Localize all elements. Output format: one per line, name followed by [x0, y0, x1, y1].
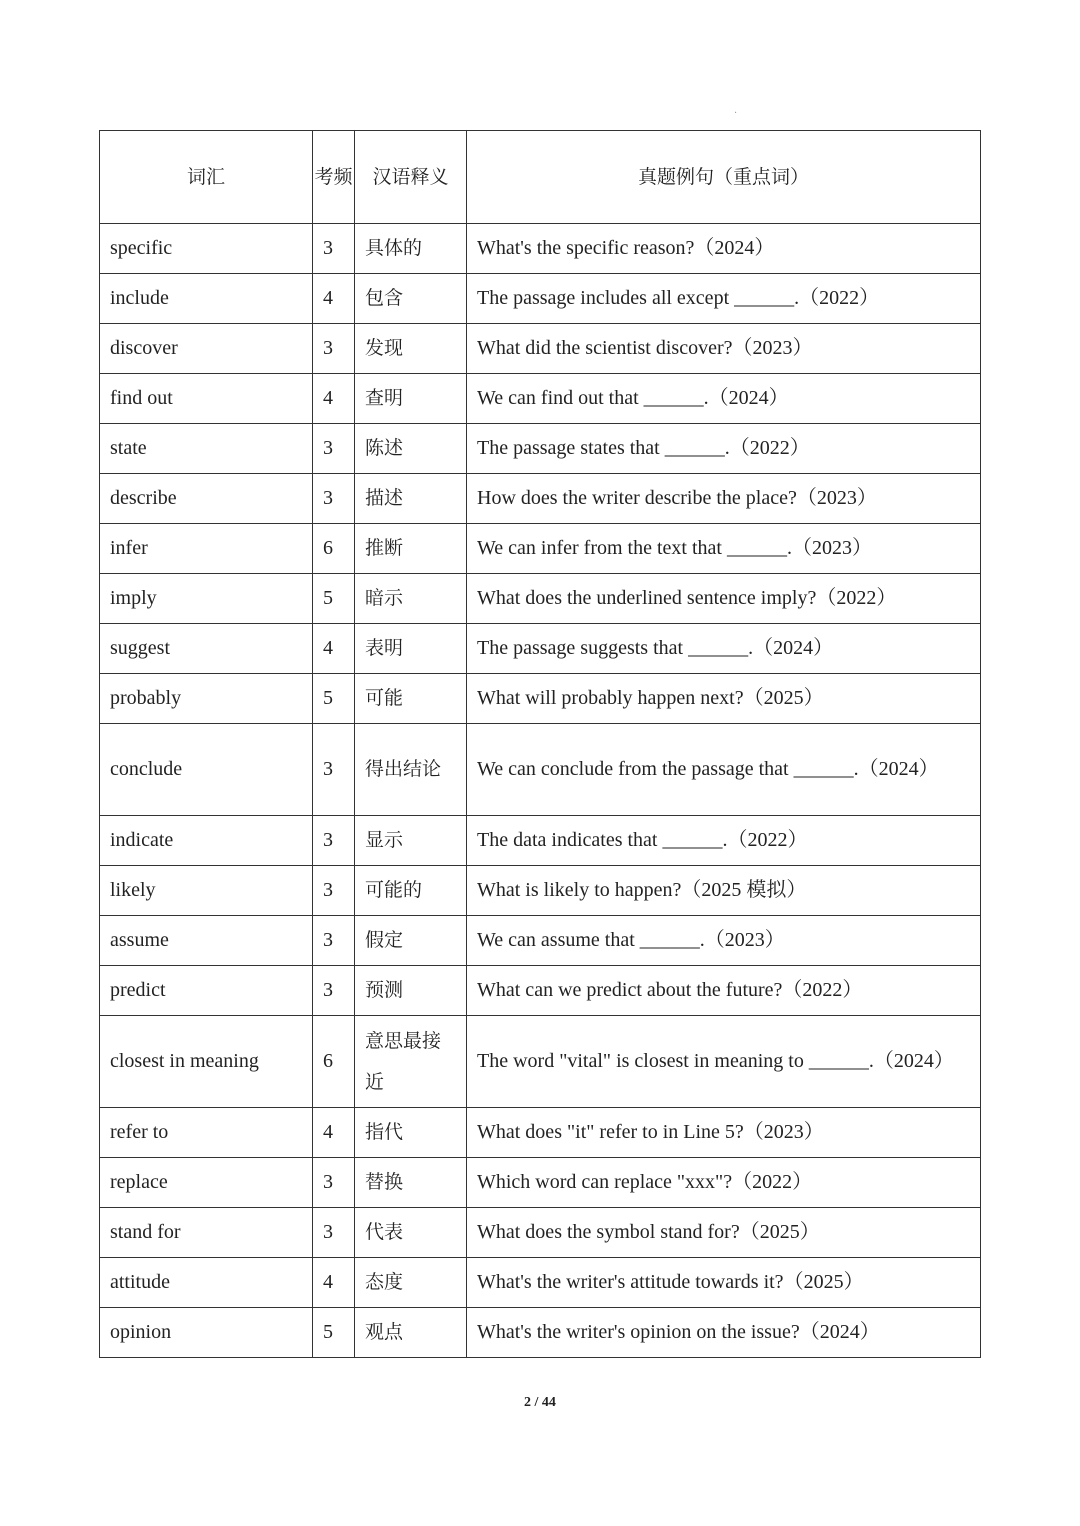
cell-example: Which word can replace "xxx"?（2022） [467, 1158, 981, 1208]
cell-meaning: 预测 [355, 966, 467, 1016]
cell-example: What's the writer's attitude towards it?（2025） [467, 1258, 981, 1308]
cell-word: closest in meaning [100, 1016, 313, 1108]
cell-example: The passage suggests that ______.（2024） [467, 624, 981, 674]
cell-frequency: 3 [313, 424, 355, 474]
cell-word: find out [100, 374, 313, 424]
cell-word: describe [100, 474, 313, 524]
cell-frequency: 4 [313, 1258, 355, 1308]
table-row [100, 1258, 981, 1308]
table-row [100, 866, 981, 916]
cell-meaning: 得出结论 [355, 724, 467, 816]
cell-frequency: 5 [313, 674, 355, 724]
cell-example: What is likely to happen?（2025 模拟） [467, 866, 981, 916]
cell-meaning: 意思最接近 [355, 1016, 467, 1108]
header-example: 真题例句（重点词） [467, 131, 981, 224]
cell-word: stand for [100, 1208, 313, 1258]
cell-example: We can conclude from the passage that ______.（2024） [467, 724, 981, 816]
header-word: 词汇 [100, 131, 313, 224]
cell-word: state [100, 424, 313, 474]
cell-meaning: 代表 [355, 1208, 467, 1258]
cell-frequency: 3 [313, 916, 355, 966]
cell-meaning: 具体的 [355, 224, 467, 274]
cell-frequency: 3 [313, 966, 355, 1016]
cell-word: suggest [100, 624, 313, 674]
cell-meaning: 态度 [355, 1258, 467, 1308]
table-row [100, 1108, 981, 1158]
cell-frequency: 3 [313, 866, 355, 916]
cell-frequency: 6 [313, 1016, 355, 1108]
cell-word: imply [100, 574, 313, 624]
cell-meaning: 查明 [355, 374, 467, 424]
table-row [100, 1016, 981, 1108]
cell-word: discover [100, 324, 313, 374]
table-row [100, 274, 981, 324]
table-row [100, 624, 981, 674]
cell-frequency: 6 [313, 524, 355, 574]
cell-example: We can assume that ______.（2023） [467, 916, 981, 966]
cell-example: What does "it" refer to in Line 5?（2023） [467, 1108, 981, 1158]
cell-meaning: 可能的 [355, 866, 467, 916]
cell-word: opinion [100, 1308, 313, 1358]
cell-frequency: 4 [313, 624, 355, 674]
cell-word: infer [100, 524, 313, 574]
cell-frequency: 3 [313, 1208, 355, 1258]
table-row [100, 424, 981, 474]
cell-word: attitude [100, 1258, 313, 1308]
cell-example: What's the writer's opinion on the issue?（2024） [467, 1308, 981, 1358]
table-row [100, 916, 981, 966]
cell-word: include [100, 274, 313, 324]
cell-example: The passage includes all except ______.（2022） [467, 274, 981, 324]
table-row [100, 816, 981, 866]
cell-example: What does the symbol stand for?（2025） [467, 1208, 981, 1258]
table-row [100, 966, 981, 1016]
cell-word: indicate [100, 816, 313, 866]
table-row [100, 324, 981, 374]
cell-example: What does the underlined sentence imply?（2022） [467, 574, 981, 624]
table-row [100, 1208, 981, 1258]
cell-example: How does the writer describe the place?（2023） [467, 474, 981, 524]
cell-meaning: 观点 [355, 1308, 467, 1358]
table-row [100, 524, 981, 574]
cell-word: probably [100, 674, 313, 724]
cell-word: specific [100, 224, 313, 274]
cell-example: We can find out that ______.（2024） [467, 374, 981, 424]
table-row [100, 1308, 981, 1358]
cell-meaning: 指代 [355, 1108, 467, 1158]
cell-frequency: 3 [313, 1158, 355, 1208]
cell-frequency: 3 [313, 724, 355, 816]
cell-meaning: 显示 [355, 816, 467, 866]
cell-word: likely [100, 866, 313, 916]
header-frequency: 考频 [313, 131, 355, 224]
table-row [100, 674, 981, 724]
cell-meaning: 表明 [355, 624, 467, 674]
cell-example: We can infer from the text that ______.（2023） [467, 524, 981, 574]
vocabulary-table [99, 130, 981, 1358]
cell-word: refer to [100, 1108, 313, 1158]
table-row [100, 724, 981, 816]
page-corner-mark: · [734, 108, 738, 119]
cell-word: conclude [100, 724, 313, 816]
cell-frequency: 3 [313, 816, 355, 866]
cell-example: What's the specific reason?（2024） [467, 224, 981, 274]
cell-meaning: 包含 [355, 274, 467, 324]
cell-meaning: 暗示 [355, 574, 467, 624]
cell-meaning: 描述 [355, 474, 467, 524]
header-meaning: 汉语释义 [355, 131, 467, 224]
table-row [100, 474, 981, 524]
table-row [100, 574, 981, 624]
table-row [100, 224, 981, 274]
table-row [100, 1158, 981, 1208]
cell-frequency: 5 [313, 574, 355, 624]
cell-frequency: 4 [313, 1108, 355, 1158]
cell-frequency: 3 [313, 474, 355, 524]
cell-frequency: 4 [313, 374, 355, 424]
page-number: 2 / 44 [524, 1395, 556, 1410]
cell-meaning: 假定 [355, 916, 467, 966]
cell-example: The passage states that ______.（2022） [467, 424, 981, 474]
cell-meaning: 替换 [355, 1158, 467, 1208]
cell-frequency: 3 [313, 324, 355, 374]
table-header-row [100, 131, 981, 224]
cell-example: The data indicates that ______.（2022） [467, 816, 981, 866]
cell-example: What will probably happen next?（2025） [467, 674, 981, 724]
cell-meaning: 推断 [355, 524, 467, 574]
cell-meaning: 陈述 [355, 424, 467, 474]
cell-frequency: 4 [313, 274, 355, 324]
cell-word: replace [100, 1158, 313, 1208]
cell-meaning: 发现 [355, 324, 467, 374]
cell-example: What did the scientist discover?（2023） [467, 324, 981, 374]
cell-meaning: 可能 [355, 674, 467, 724]
cell-word: assume [100, 916, 313, 966]
cell-word: predict [100, 966, 313, 1016]
cell-example: The word "vital" is closest in meaning to ______.（2024） [467, 1016, 981, 1108]
cell-example: What can we predict about the future?（2022） [467, 966, 981, 1016]
table-row [100, 374, 981, 424]
cell-frequency: 3 [313, 224, 355, 274]
cell-frequency: 5 [313, 1308, 355, 1358]
